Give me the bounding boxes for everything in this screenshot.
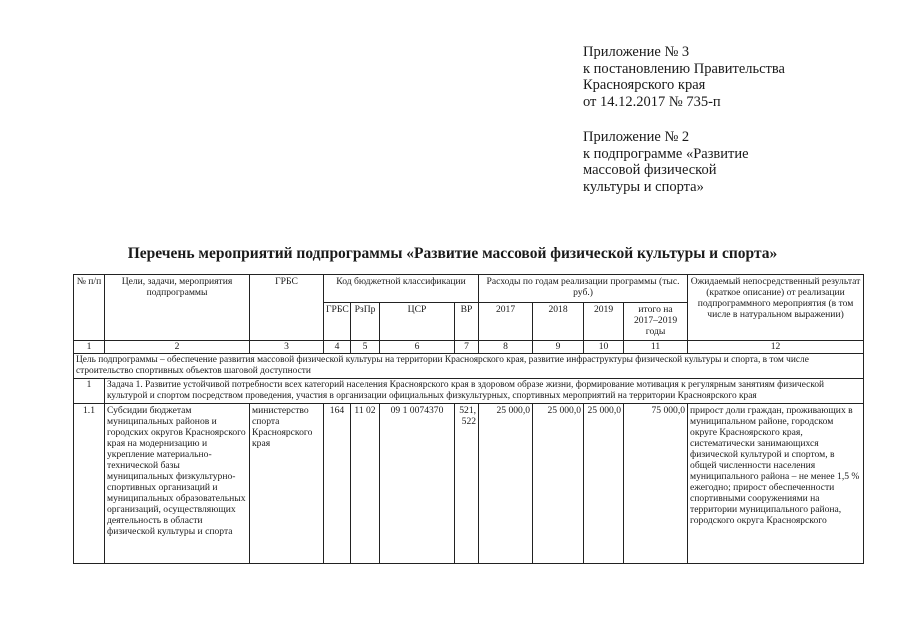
grbs-code: 164 bbox=[324, 404, 351, 564]
column-number: 12 bbox=[688, 341, 864, 354]
header-num: № п/п bbox=[74, 275, 105, 341]
column-number: 8 bbox=[479, 341, 533, 354]
expense-total: 75 000,0 bbox=[624, 404, 688, 564]
expense-2017: 25 000,0 bbox=[479, 404, 533, 564]
column-number: 7 bbox=[455, 341, 479, 354]
appendix-3-line: Красноярского края bbox=[583, 77, 706, 93]
header-csr: ЦСР bbox=[380, 303, 455, 341]
column-number: 11 bbox=[624, 341, 688, 354]
column-number: 4 bbox=[324, 341, 351, 354]
appendix-3-line: от 14.12.2017 № 735-п bbox=[583, 93, 721, 110]
header-2019: 2019 bbox=[584, 303, 624, 341]
column-number: 1 bbox=[74, 341, 105, 354]
column-number: 10 bbox=[584, 341, 624, 354]
header-2017: 2017 bbox=[479, 303, 533, 341]
column-number: 5 bbox=[351, 341, 380, 354]
appendix-3-line: Приложение № 3 bbox=[583, 44, 690, 60]
expense-2018: 25 000,0 bbox=[533, 404, 584, 564]
goal-row: Цель подпрограммы – обеспечение развития массовой физической культуры на территории Красноярского края, развитие инфраструктуры физической культуры и спорта, в том числе строительство спортивных объектов шаговой доступности bbox=[74, 354, 864, 379]
appendix-2-line: к подпрограмме «Развитие bbox=[583, 145, 749, 162]
document-title: Перечень мероприятий подпрограммы «Развитие массовой физической культуры и спорта» bbox=[127, 245, 778, 262]
header-expenses: Расходы по годам реализации программы (тыс. руб.) bbox=[479, 275, 688, 303]
header-result: Ожидаемый непосредственный результат (краткое описание) от реализации подпрограммного мероприятия (в том числе в натуральном выражении) bbox=[688, 275, 864, 341]
grbs-name: министерство спорта Красноярского края bbox=[250, 404, 324, 564]
header-vr: ВР bbox=[455, 303, 479, 341]
row-num: 1.1 bbox=[74, 404, 105, 564]
csr-code: 09 1 0074370 bbox=[380, 404, 455, 564]
header-goals: Цели, задачи, мероприятия подпрограммы bbox=[105, 275, 250, 341]
task-num: 1 bbox=[74, 379, 105, 404]
column-number: 2 bbox=[105, 341, 250, 354]
appendix-2-line: массовой физической bbox=[583, 162, 717, 178]
expected-result: прирост доли граждан, проживающих в муниципальном районе, городском округе Красноярского края, систематически занимающихся физической культурой и спортом, в общей численности населения муниципального района – не менее 1,5 % ежегодно; прирост обеспеченности спортивными сооружениями на территории муниципального района, городского округа Красноярского bbox=[688, 404, 864, 564]
column-number: 9 bbox=[533, 341, 584, 354]
appendix-2-line: Приложение № 2 bbox=[583, 129, 690, 145]
task-row: Задача 1. Развитие устойчивой потребности всех категорий населения Красноярского края в здоровом образе жизни, формирование мотивация к регулярным занятиям физической культурой и спортом посредством проведения, участия в организации официальных физкультурных, спортивных мероприятий на территории Красноярского края bbox=[105, 379, 864, 404]
measure-description: Субсидии бюджетам муниципальных районов и городских округов Красноярского края на модернизацию и укрепление материально-технической базы муниципальных физкультурно-спортивных организаций и муниципальных образовательных организаций, осуществляющих деятельность в области физической культуры и спорта bbox=[105, 404, 250, 564]
header-rzpr: РзПр bbox=[351, 303, 380, 341]
header-total: итого на 2017–2019 годы bbox=[624, 303, 688, 341]
appendix-2-line: культуры и спорта» bbox=[583, 178, 704, 195]
vr-code: 521, 522 bbox=[455, 404, 479, 564]
column-number: 3 bbox=[250, 341, 324, 354]
header-grbs-code: ГРБС bbox=[324, 303, 351, 341]
column-number: 6 bbox=[380, 341, 455, 354]
appendix-3-line: к постановлению Правительства bbox=[583, 60, 785, 77]
appendix-2-block bbox=[583, 129, 749, 195]
header-2018: 2018 bbox=[533, 303, 584, 341]
measures-table bbox=[73, 274, 864, 564]
header-budget-code: Код бюджетной классификации bbox=[324, 275, 479, 303]
appendix-3-block bbox=[583, 44, 785, 110]
expense-2019: 25 000,0 bbox=[584, 404, 624, 564]
header-grbs: ГРБС bbox=[250, 275, 324, 341]
rzpr-code: 11 02 bbox=[351, 404, 380, 564]
